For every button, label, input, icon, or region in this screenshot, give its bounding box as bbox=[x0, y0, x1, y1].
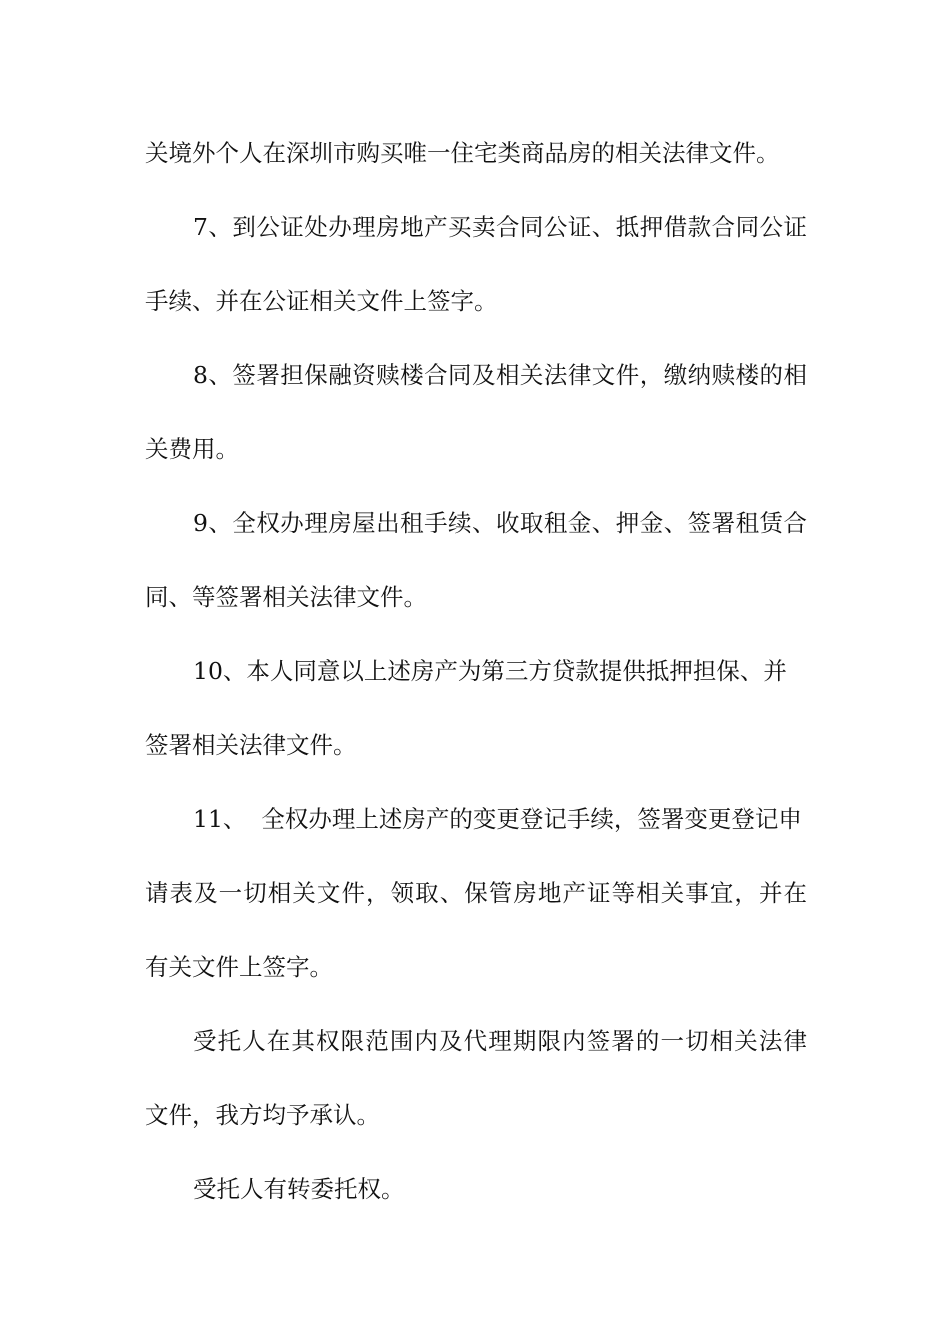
text-line: 8、签署担保融资赎楼合同及相关法律文件，缴纳赎楼的相 bbox=[193, 361, 807, 389]
text-line: 有关文件上签字。 bbox=[145, 953, 333, 981]
text-line: 签署相关法律文件。 bbox=[145, 731, 357, 759]
text-line: 手续、并在公证相关文件上签字。 bbox=[145, 287, 498, 315]
text-line: 关境外个人在深圳市购买唯一住宅类商品房的相关法律文件。 bbox=[145, 139, 780, 167]
text-line: 9、全权办理房屋出租手续、收取租金、押金、签署租赁合 bbox=[193, 509, 807, 537]
text-line: 受托人在其权限范围内及代理期限内签署的一切相关法律 bbox=[193, 1027, 807, 1055]
text-line: 请表及一切相关文件，领取、保管房地产证等相关事宜，并在 bbox=[145, 879, 807, 907]
text-line: 11、 全权办理上述房产的变更登记手续，签署变更登记申 bbox=[193, 805, 802, 833]
text-line: 10、本人同意以上述房产为第三方贷款提供抵押担保、并 bbox=[193, 657, 787, 685]
text-line: 同、等签署相关法律文件。 bbox=[145, 583, 427, 611]
document-body bbox=[145, 130, 807, 1240]
text-line: 受托人有转委托权。 bbox=[193, 1175, 405, 1203]
text-line: 文件，我方均予承认。 bbox=[145, 1101, 380, 1129]
text-line: 关费用。 bbox=[145, 435, 239, 463]
text-line: 7、到公证处办理房地产买卖合同公证、抵押借款合同公证 bbox=[193, 213, 807, 241]
